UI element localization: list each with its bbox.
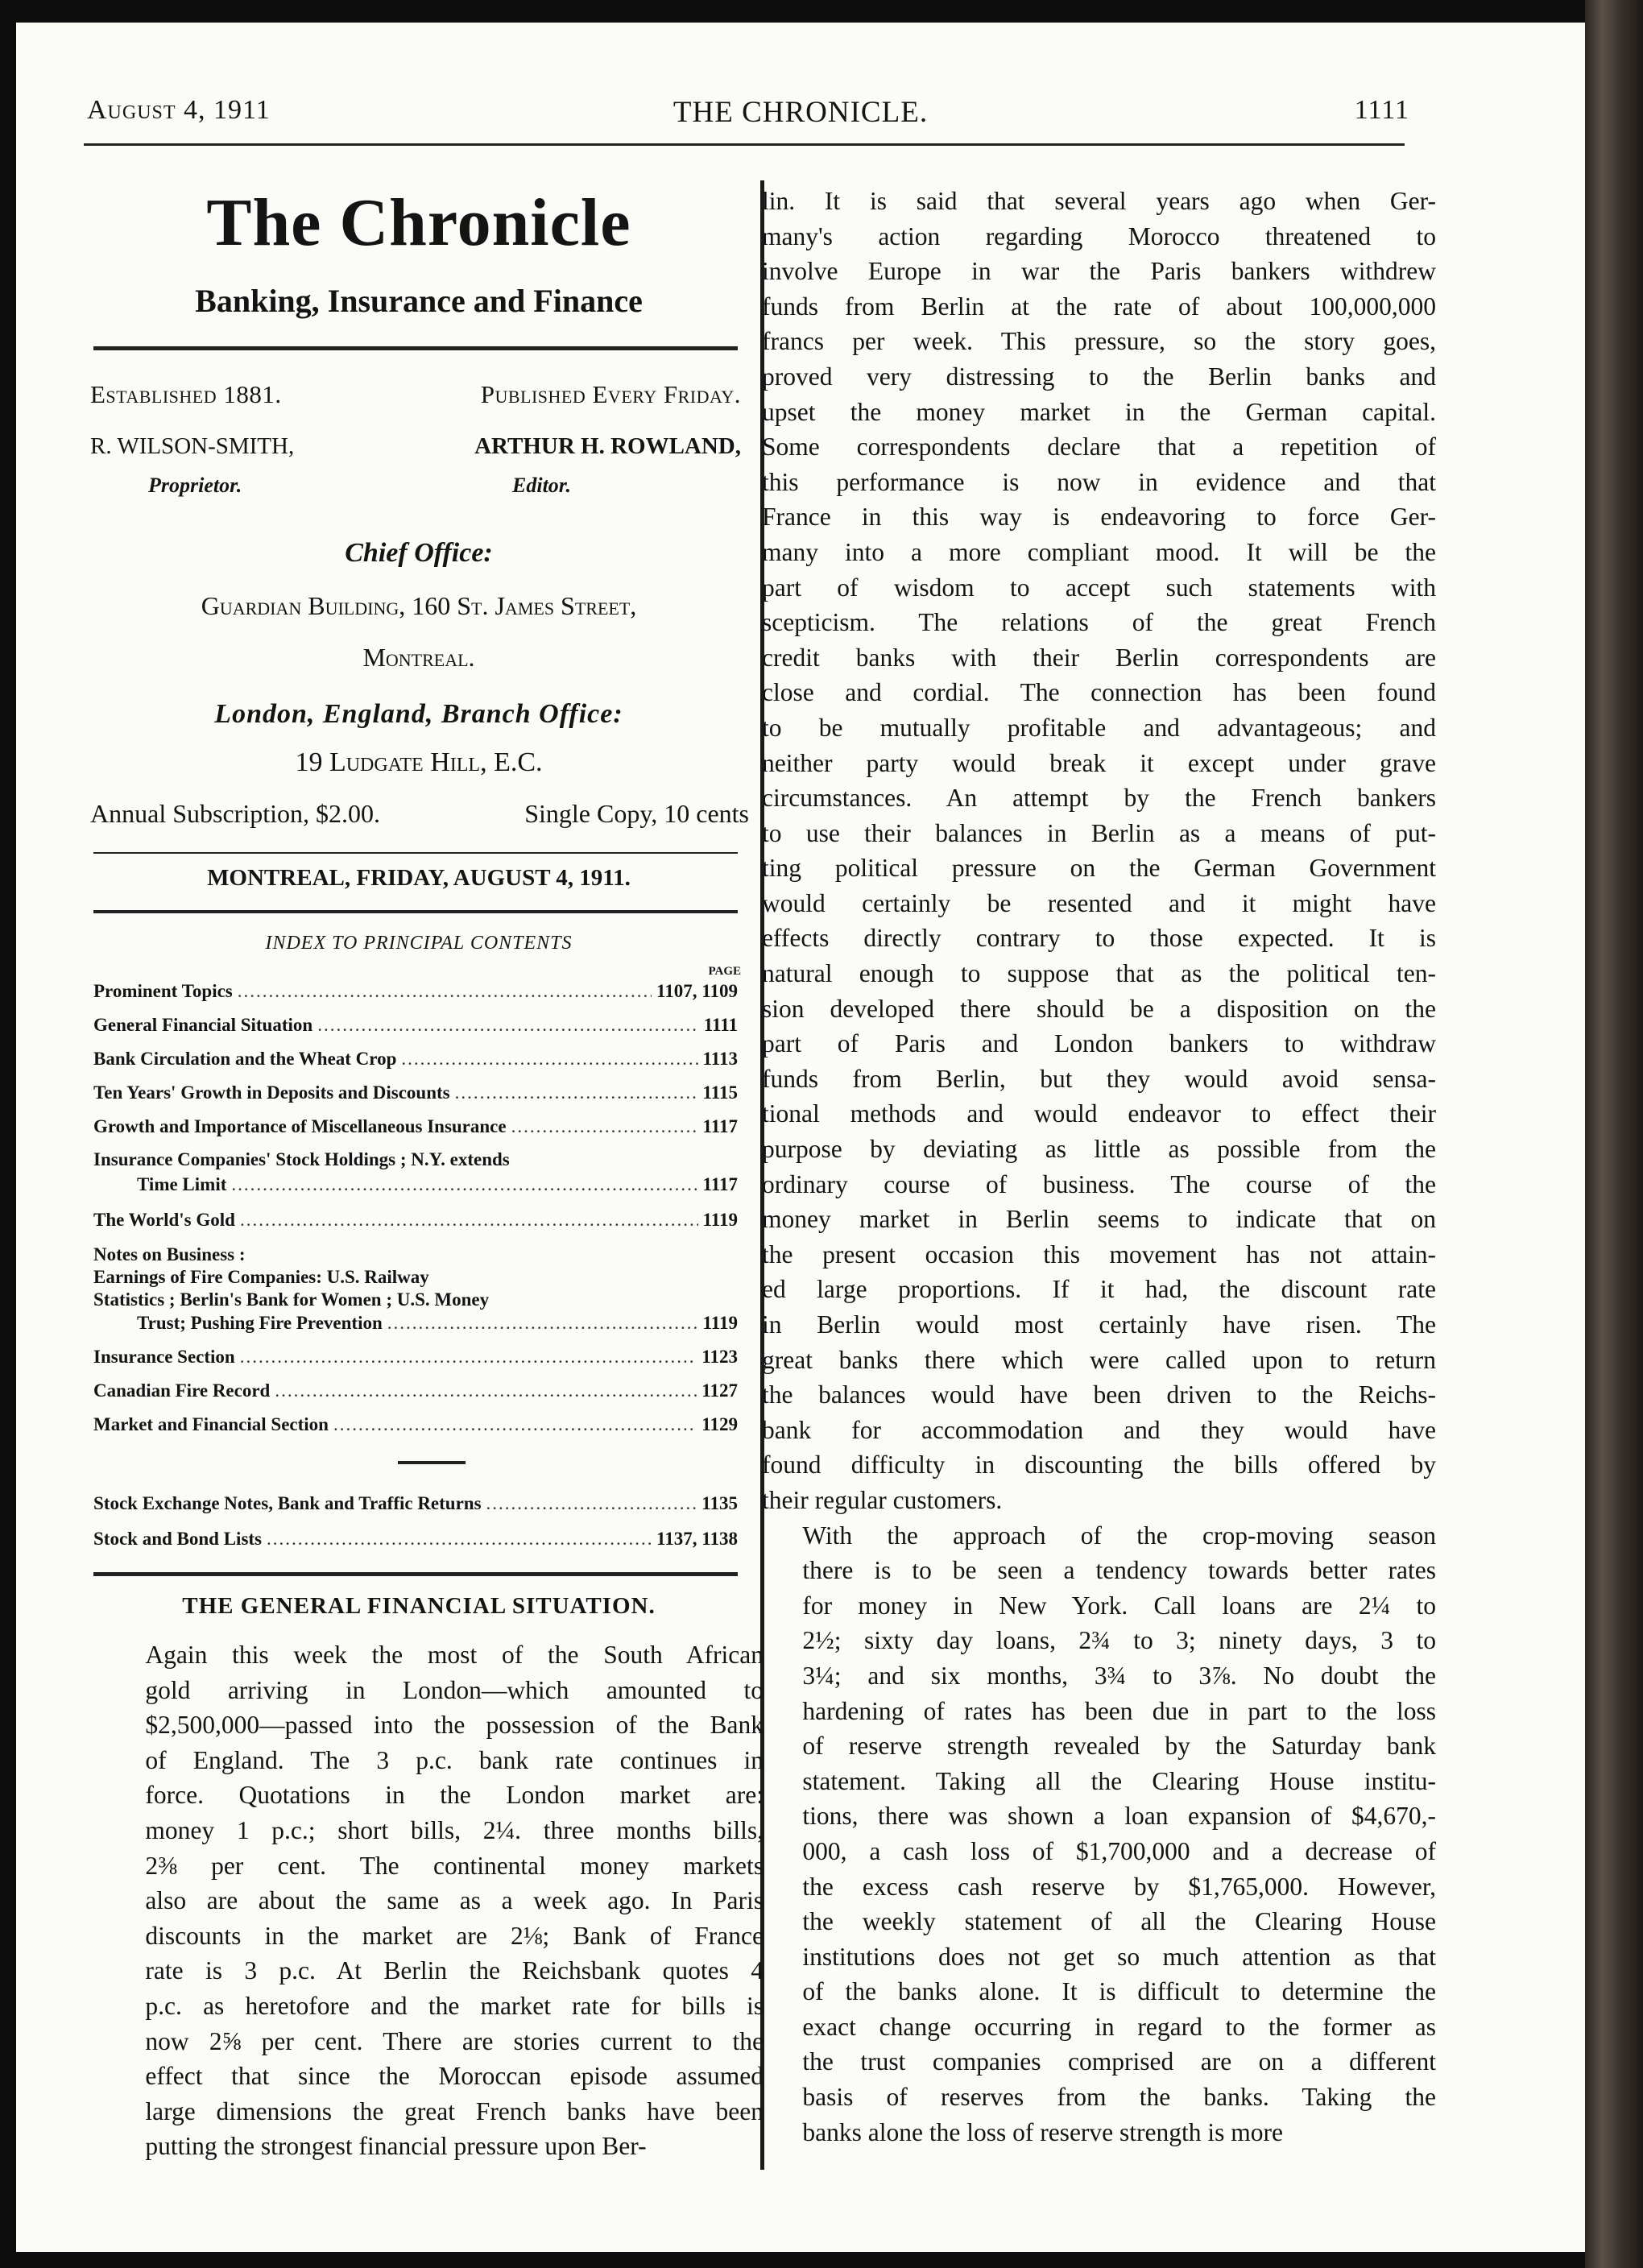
dateline-rule-top	[93, 852, 738, 854]
text-line: exact change occurring in regard to the former as	[802, 2012, 1436, 2041]
text-line: p.c. as heretofore and the market rate for bills is	[145, 1991, 764, 2020]
masthead-subtitle: Banking, Insurance and Finance	[195, 283, 643, 319]
index-page-label: PAGE	[708, 965, 741, 978]
index-entry-continued: Earnings of Fire Companies: U.S. Railway	[93, 1267, 429, 1287]
editor-name: ARTHUR H. ROWLAND,	[474, 433, 741, 459]
chief-office-address: Guardian Building, 160 St. James Street,	[201, 591, 637, 620]
text-line: now 2⅝ per cent. There are stories current to the	[145, 2026, 764, 2055]
text-line: also are about the same as a week ago. In Paris	[145, 1886, 764, 1915]
text-line: sion developed there should be a disposition on the	[762, 994, 1436, 1023]
text-line: the present occasion this movement has not attain-	[762, 1240, 1436, 1269]
newspaper-page	[16, 23, 1585, 2252]
text-line: rate is 3 p.c. At Berlin the Reichsbank quotes 4	[145, 1956, 764, 1985]
subscription-line	[90, 799, 749, 829]
text-line: natural enough to suppose that as the political ten-	[762, 959, 1436, 988]
text-line: 3¼; and six months, 3¾ to 3⅞. No doubt the	[802, 1661, 1436, 1690]
text-line: 2⅜ per cent. The continental money markets	[145, 1851, 764, 1880]
text-line: found difficulty in discounting the bills offered by	[762, 1451, 1436, 1480]
editor-title: Editor.	[512, 474, 571, 497]
text-line: involve Europe in war the Paris bankers withdrew	[762, 257, 1436, 286]
text-line: bank for accommodation and they would have	[762, 1415, 1436, 1444]
text-line: part of wisdom to accept such statements with	[762, 573, 1436, 602]
text-line: of the banks alone. It is difficult to determine the	[802, 1977, 1436, 2006]
text-line: close and cordial. The connection has been found	[762, 678, 1436, 707]
text-line: of England. The 3 p.c. bank rate continues in	[145, 1745, 764, 1774]
index-entry: Stock and Bond Lists ..... 1137, 1138	[93, 1529, 738, 1550]
running-head-date: August 4, 1911	[87, 95, 271, 125]
article-body-left-column	[105, 1637, 764, 2164]
text-line: their regular customers.	[762, 1485, 1003, 1514]
paragraph	[762, 1518, 1436, 2150]
text-line: proved very distressing to the Berlin banks and	[762, 362, 1436, 391]
text-line: putting the strongest financial pressure upon Ber-	[145, 2132, 647, 2161]
text-line: effects directly contrary to those expected. It is	[762, 924, 1436, 953]
text-line: ed large proportions. If it had, the discount rate	[762, 1275, 1436, 1304]
paragraph	[105, 1637, 764, 2164]
text-line: funds from Berlin at the rate of about 100,000,000	[762, 292, 1436, 321]
single-copy-price: Single Copy, 10 cents	[524, 799, 749, 828]
index-entry: Canadian Fire Record ..... 1127	[93, 1380, 738, 1401]
text-line: France in this way is endeavoring to force Ger-	[762, 503, 1436, 532]
text-line: the balances would have been driven to the Reichs-	[762, 1380, 1436, 1409]
page-number: 1111	[1354, 95, 1409, 125]
chief-office-label: Chief Office:	[345, 538, 493, 568]
text-line: effect that since the Moroccan episode assumed	[145, 2062, 764, 2091]
proprietor-name: R. WILSON-SMITH,	[90, 433, 295, 459]
text-line: there is to be seen a tendency towards better rates	[802, 1556, 1436, 1585]
text-line: of reserve strength revealed by the Saturday bank	[802, 1732, 1436, 1761]
proprietor-title: Proprietor.	[148, 474, 242, 497]
book-binding-edge	[1585, 0, 1643, 2268]
index-entry: Time Limit ..... 1117	[137, 1174, 738, 1195]
text-line: ordinary course of business. The course of the	[762, 1169, 1436, 1198]
dateline-rule-bottom	[93, 910, 738, 913]
text-line: would certainly be resented and it might have	[762, 888, 1436, 917]
text-line: hardening of rates has been due in part to the loss	[802, 1696, 1436, 1725]
index-heading: INDEX TO PRINCIPAL CONTENTS	[265, 933, 573, 954]
published-line: Published Every Friday.	[480, 380, 741, 408]
text-line: this performance is now in evidence and that	[762, 467, 1436, 496]
index-bottom-rule	[93, 1572, 738, 1576]
text-line: upset the money market in the German capital.	[762, 397, 1436, 426]
index-entry: Bank Circulation and the Wheat Crop ..... 1113	[93, 1049, 738, 1070]
text-line: With the approach of the crop-moving season	[802, 1521, 1436, 1550]
annual-subscription: Annual Subscription, $2.00.	[90, 799, 380, 828]
text-line: Some correspondents declare that a repetition of	[762, 432, 1436, 461]
established-line: Established 1881.	[90, 380, 282, 408]
text-line: gold arriving in London—which amounted to	[145, 1675, 764, 1704]
text-line: to use their balances in Berlin as a means of put-	[762, 818, 1436, 847]
index-entry: Growth and Importance of Miscellaneous Insurance ..... 1117	[93, 1116, 738, 1137]
text-line: discounts in the market are 2⅛; Bank of France	[145, 1921, 764, 1950]
index-entry: The World's Gold ..... 1119	[93, 1210, 738, 1231]
article-body-right-column	[762, 184, 1436, 2150]
text-line: for money in New York. Call loans are 2¼ to	[802, 1591, 1436, 1620]
masthead-rule	[93, 346, 738, 350]
dateline: MONTREAL, FRIDAY, AUGUST 4, 1911.	[207, 865, 631, 891]
index-entry: General Financial Situation ..... 1111	[93, 1015, 738, 1036]
text-line: large dimensions the great French banks have been	[145, 2096, 764, 2125]
text-line: funds from Berlin, but they would avoid sensa-	[762, 1064, 1436, 1093]
text-line: great banks there which were called upon to return	[762, 1345, 1436, 1374]
text-line: the trust companies comprised are on a different	[802, 2047, 1436, 2076]
text-line: neither party would break it except under grave	[762, 748, 1436, 777]
text-line: credit banks with their Berlin correspondents are	[762, 643, 1436, 672]
article-heading: THE GENERAL FINANCIAL SITUATION.	[182, 1593, 656, 1619]
text-line: $2,500,000—passed into the possession of the Bank	[145, 1711, 764, 1740]
text-line: banks alone the loss of reserve strength is more	[802, 2117, 1283, 2146]
text-line: tional methods and would endeavor to effect their	[762, 1099, 1436, 1128]
branch-office-address: 19 Ludgate Hill, E.C.	[295, 747, 543, 777]
index-entry: Insurance Section ..... 1123	[93, 1347, 738, 1368]
top-rule	[84, 143, 1405, 146]
text-line: statement. Taking all the Clearing House institu-	[802, 1766, 1436, 1795]
text-line: money market in Berlin seems to indicate that on	[762, 1205, 1436, 1234]
index-entry: Stock Exchange Notes, Bank and Traffic Returns ..... 1135	[93, 1493, 738, 1514]
index-entry-continued: Insurance Companies' Stock Holdings ; N.Y. extends	[93, 1149, 510, 1169]
text-line: force. Quotations in the London market are:	[145, 1781, 764, 1810]
text-line: the excess cash reserve by $1,765,000. However,	[802, 1872, 1436, 1901]
text-line: in Berlin would most certainly have risen. The	[762, 1310, 1436, 1339]
index-entry-heading: Notes on Business :	[93, 1244, 246, 1264]
text-line: francs per week. This pressure, so the story goes,	[762, 327, 1436, 356]
index-entry: Prominent Topics ..... 1107, 1109	[93, 981, 738, 1002]
text-line: many's action regarding Morocco threatened to	[762, 221, 1436, 250]
index-entry: Ten Years' Growth in Deposits and Discounts ..... 1115	[93, 1082, 738, 1103]
text-line: to be mutually profitable and advantageous; and	[762, 713, 1436, 742]
text-line: lin. It is said that several years ago when Ger-	[762, 187, 1436, 215]
text-line: ting political pressure on the German Government	[762, 854, 1436, 883]
text-line: basis of reserves from the banks. Taking the	[802, 2083, 1436, 2112]
text-line: part of Paris and London bankers to withdraw	[762, 1029, 1436, 1058]
chief-office-city: Montreal.	[362, 643, 475, 672]
text-line: purpose by deviating as little as possible from the	[762, 1135, 1436, 1164]
text-line: circumstances. An attempt by the French bankers	[762, 784, 1436, 813]
index-entry-continued: Statistics ; Berlin's Bank for Women ; U.S. Money	[93, 1289, 490, 1310]
text-line: Again this week the most of the South African	[145, 1641, 764, 1669]
index-entry: Market and Financial Section ..... 1129	[93, 1414, 738, 1435]
text-line: money 1 p.c.; short bills, 2¼. three months bills,	[145, 1815, 764, 1844]
text-line: scepticism. The relations of the great French	[762, 608, 1436, 637]
index-short-rule	[398, 1461, 466, 1464]
index-entry: Trust; Pushing Fire Prevention ..... 1119	[137, 1313, 738, 1334]
text-line: institutions does not get so much attention as that	[802, 1942, 1436, 1971]
masthead-title: The Chronicle	[206, 185, 631, 260]
paragraph	[762, 184, 1436, 1518]
text-line: 000, a cash loss of $1,700,000 and a decrease of	[802, 1836, 1436, 1865]
branch-office-label: London, England, Branch Office:	[214, 699, 623, 729]
text-line: tions, there was shown a loan expansion of $4,670,-	[802, 1802, 1436, 1831]
text-line: many into a more compliant mood. It will be the	[762, 537, 1436, 566]
text-line: the weekly statement of all the Clearing House	[802, 1907, 1436, 1936]
text-line: 2½; sixty day loans, 2¾ to 3; ninety days, 3 to	[802, 1626, 1436, 1655]
running-head-title: THE CHRONICLE.	[673, 96, 929, 129]
